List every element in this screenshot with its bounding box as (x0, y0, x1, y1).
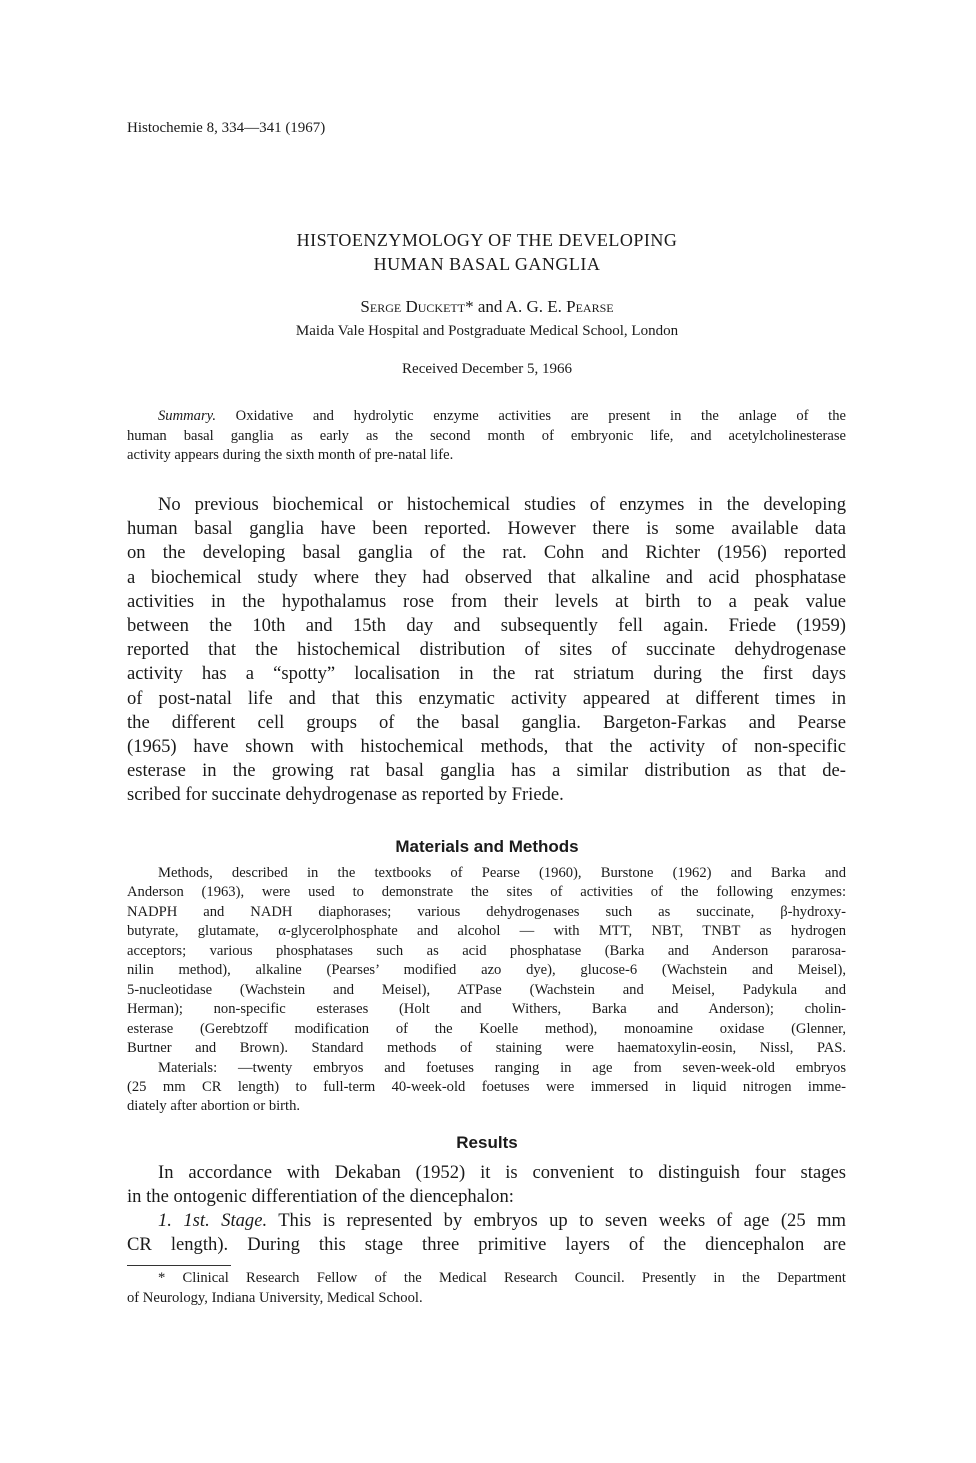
methods-line: esterase (Gerebtzoff modification of the Koelle method), monoamine oxidase (Glenner, (127, 1020, 846, 1037)
results-line: In accordance with Dekaban (1952) it is convenient to distinguish four stages (158, 1162, 846, 1183)
body-line: the different cell groups of the basal ganglia. Bargeton-Farkas and Pearse (127, 711, 846, 733)
body-line: scribed for succinate dehydrogenase as reported by Friede. (127, 784, 564, 806)
methods-line: diately after abortion or birth. (127, 1098, 301, 1115)
body-line: activities in the hypothalamus rose from their levels at birth to a peak value (127, 590, 846, 612)
affiliation: Maida Vale Hospital and Postgraduate Medical School, London (295, 323, 679, 339)
methods-line: Burtner and Brown). Standard methods of staining were haematoxylin-eosin, Nissl, PAS. (127, 1040, 846, 1057)
body-line: between the 10th and 15th day and subsequently fell again. Friede (1959) (127, 615, 846, 637)
section-heading-materials: Materials and Methods (395, 837, 579, 856)
title-line: HISTOENZYMOLOGY OF THE DEVELOPING (296, 230, 678, 250)
received-date: Received December 5, 1966 (402, 361, 572, 377)
summary-abstract (127, 407, 846, 466)
methods-line: NADPH and NADH diaphorases; various dehydrogenases such as succinate, β-hydroxy- (127, 903, 846, 920)
results-line: 1. 1st. Stage. This is represented by embryos up to seven weeks of age (25 mm (158, 1210, 846, 1231)
methods-line: Anderson (1963), were used to demonstrate the sites of activities of the following enzymes: (127, 884, 846, 901)
intro-paragraph (127, 493, 846, 808)
methods-line: 5-nucleotidase (Wachstein and Meisel), ATPase (Wachstein and Meisel, Padykula and (127, 981, 846, 998)
results-line: CR length). During this stage three primitive layers of the diencephalon are (127, 1234, 846, 1255)
article-title (127, 228, 847, 276)
footnote-line: * Clinical Research Fellow of the Medical Research Council. Presently in the Department (158, 1270, 846, 1286)
body-line: a biochemical study where they had observed that alkaline and acid phosphatase (127, 566, 846, 588)
body-line: No previous biochemical or histochemical studies of enzymes in the developing (158, 494, 846, 515)
body-line: (1965) have shown with histochemical methods, that the activity of non-specific (127, 736, 846, 758)
body-line: esterase in the growing rat basal ganglia has a similar distribution as that de- (127, 760, 846, 782)
body-line: reported that the histochemical distribution of sites of succinate dehydrogenase (127, 639, 846, 661)
author-first-name: Serge (360, 297, 402, 316)
summary-label: Summary. (158, 408, 216, 424)
footnote-line: of Neurology, Indiana University, Medical School. (127, 1290, 423, 1306)
footnote (127, 1268, 846, 1308)
title-line: HUMAN BASAL GANGLIA (373, 254, 601, 274)
stage-label: 1. 1st. Stage. (158, 1210, 268, 1231)
body-line: activity has a “spotty” localisation in the rat striatum during the first days (127, 663, 846, 685)
summary-line: Summary. Oxidative and hydrolytic enzyme activities are present in the anlage of the (158, 408, 846, 424)
methods-line: butyrate, glutamate, α-glycerolphosphate and alcohol — with MTT, NBT, TNBT as hydrogen (127, 923, 846, 940)
author-list (127, 297, 847, 317)
methods-line: acceptors; various phosphatases such as acid phosphatase (Barka and Anderson pararosa- (127, 942, 846, 959)
footnote-mark: * (465, 297, 474, 316)
author-conjunction: and (477, 297, 503, 316)
footnote-divider (127, 1265, 231, 1266)
results-line: in the ontogenic differentiation of the diencephalon: (127, 1186, 514, 1207)
methods-line: Methods, described in the textbooks of Pearse (1960), Burstone (1962) and Barka and (158, 865, 846, 881)
methods-line: (25 mm CR length) to full-term 40-week-old foetuses were immersed in liquid nitrogen imme- (127, 1078, 846, 1095)
methods-line: Herman); non-specific esterases (Holt and Withers, Barka and Anderson); cholin- (127, 1001, 846, 1018)
body-line: human basal ganglia have been reported. However there is some available data (127, 518, 846, 540)
materials-methods-text (127, 864, 846, 1117)
author-initials: A. G. E. (505, 297, 562, 316)
summary-line: activity appears during the sixth month of pre-natal life. (127, 447, 454, 463)
summary-line: human basal ganglia as early as the second month of embryonic life, and acetylcholinesterase (127, 427, 846, 444)
results-text (127, 1161, 846, 1257)
methods-line: Materials: —twenty embryos and foetuses ranging in age from seven-week-old embryos (158, 1059, 846, 1076)
section-heading-results: Results (456, 1133, 518, 1152)
journal-reference: Histochemie 8, 334—341 (1967) (127, 120, 326, 136)
author-last-name: Pearse (566, 297, 614, 316)
body-line: on the developing basal ganglia of the rat. Cohn and Richter (1956) reported (127, 542, 846, 564)
author-last-name: Duckett (405, 297, 466, 316)
body-line: of post-natal life and that this enzymatic activity appeared at different times in (127, 687, 846, 709)
methods-line: nilin method), alkaline (Pearses’ modified azo dye), glucose-6 (Wachstein and Meisel), (127, 962, 846, 979)
